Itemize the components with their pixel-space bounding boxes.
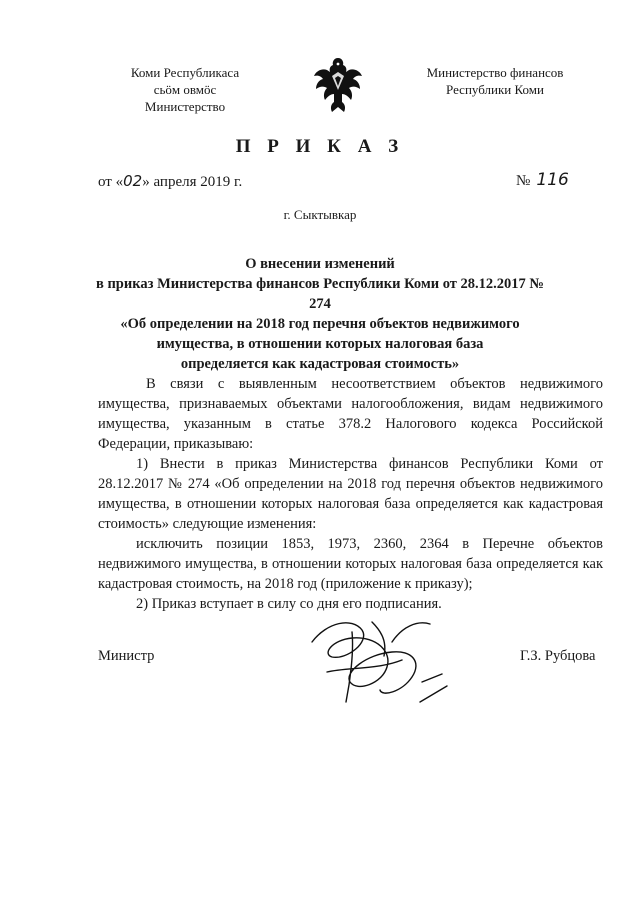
header-right-line: Министерство финансов <box>426 65 564 80</box>
date-prefix: от « <box>98 174 124 190</box>
header-left-line: сьӧм овмӧс <box>153 82 217 97</box>
order-date <box>98 172 242 191</box>
document-title: П Р И К А З <box>235 136 405 157</box>
body-paragraph: 1) Внести в приказ Министерства финансов Республики Коми от 28.12.2017 № 274 «Об определении на 2018 год перечня объектов недвижимого имущества, в отношении которых налоговая база определяется как кадастровая стоимость» следующие изменения: <box>98 456 603 532</box>
subject-line: О внесении изменений <box>245 256 395 272</box>
date-day-handwritten: 02 <box>123 172 143 190</box>
city-line: г. Сыктывкар <box>283 207 357 222</box>
date-suffix: » апреля 2019 г. <box>142 174 243 190</box>
number-value-handwritten: 116 <box>536 170 569 190</box>
coat-of-arms-komi-icon <box>312 56 364 114</box>
subject-line: имущества, в отношении которых налоговая база <box>156 336 484 352</box>
body-paragraph: В связи с выявленным несоответствием объектов недвижимого имущества, признаваемых объектами налогообложения, видам недвижимого имущества, указанным в статье 378.2 Налогового кодекса Российской Федерации, приказываю: <box>98 376 603 452</box>
header-right-line: Республики Коми <box>446 82 544 97</box>
header-left-line: Коми Республикаса <box>130 65 240 80</box>
subject-line: «Об определении на 2018 год перечня объектов недвижимого <box>120 316 520 332</box>
handwritten-signature <box>292 612 462 720</box>
number-sign: № <box>516 173 531 189</box>
body-paragraph: 2) Приказ вступает в силу со дня его подписания. <box>136 596 442 612</box>
signatory-name: Г.З. Рубцова <box>520 648 596 664</box>
order-subject <box>90 254 550 374</box>
order-body <box>98 374 603 614</box>
body-paragraph: исключить позиции 1853, 1973, 2360, 2364 в Перечне объектов недвижимого имущества, в отношении которых налоговая база определяется как кадастровая стоимость, на 2018 год (приложение к приказу); <box>98 536 603 592</box>
header-left-ministry-komi <box>110 64 260 115</box>
header-left-line: Министерство <box>144 99 226 114</box>
signatory-position: Министр <box>98 648 155 664</box>
subject-line: в приказ Министерства финансов Республики Коми от 28.12.2017 № 274 <box>96 276 544 312</box>
subject-line: определяется как кадастровая стоимость» <box>180 356 460 372</box>
order-number <box>516 170 569 190</box>
header-right-ministry-finance <box>405 64 585 98</box>
